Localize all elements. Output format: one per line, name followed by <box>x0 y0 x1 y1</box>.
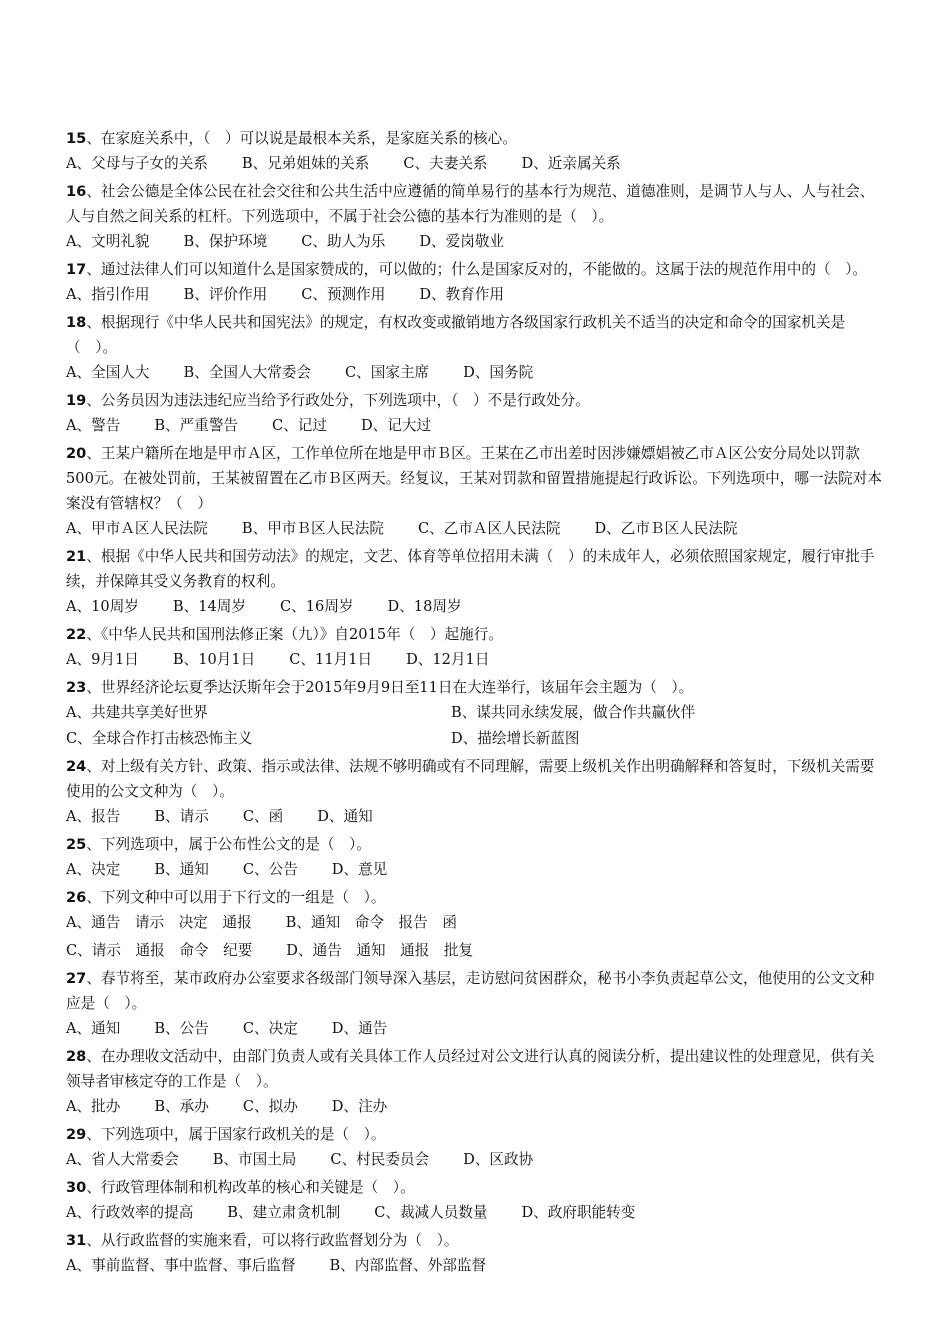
question-30 <box>66 1175 886 1200</box>
option-c: C、预测作用 <box>301 286 386 303</box>
question-text: 、从行政监督的实施来看，可以将行政监督划分为（ ）。 <box>86 1232 459 1249</box>
options-24 <box>66 804 886 830</box>
question-22 <box>66 622 886 647</box>
option-a: A、文明礼貌 <box>66 233 150 250</box>
option-d: D、爱岗敬业 <box>419 233 505 250</box>
option-b: B、通知 <box>154 861 209 878</box>
question-text: 、社会公德是全体公民在社会交往和公共生活中应遵循的简单易行的基本行为规范、道德准则，是调节人与人、人与社会、人与自然之间关系的杠杆。下列选项中，不属于社会公德的基本行为准则的是（ ）。 <box>66 183 875 225</box>
options-23 <box>66 700 886 752</box>
question-24 <box>66 754 886 804</box>
option-a: A、报告 <box>66 808 121 825</box>
question-number: 18 <box>66 314 87 331</box>
option-c: C、决定 <box>242 1020 298 1037</box>
option-b: B、严重警告 <box>154 417 239 434</box>
option-a: A、省人大常委会 <box>66 1151 179 1168</box>
option-c: C、16周岁 <box>279 598 354 615</box>
option-c: C、记过 <box>272 417 327 434</box>
option-c: C、函 <box>242 808 284 825</box>
question-number: 29 <box>66 1126 87 1143</box>
question-text: 、下列选项中，属于公布性公文的是（ ）。 <box>86 836 371 853</box>
option-d: D、通告 <box>331 1020 388 1037</box>
option-d: D、18周岁 <box>387 598 462 615</box>
option-a: A、决定 <box>66 861 121 878</box>
option-a: A、全国人大 <box>66 364 150 381</box>
option-d: D、国务院 <box>463 364 534 381</box>
question-text: 、在家庭关系中，（ ）可以说是最根本关系，是家庭关系的核心。 <box>86 130 517 147</box>
question-29 <box>66 1122 886 1147</box>
option-b: B、10月1日 <box>172 651 256 668</box>
question-number: 20 <box>66 445 87 462</box>
option-b: B、保护环境 <box>183 233 268 250</box>
option-d: D、注办 <box>331 1098 388 1115</box>
options-25 <box>66 857 886 883</box>
question-number: 28 <box>66 1048 87 1065</box>
option-c: C、公告 <box>242 861 298 878</box>
options-18 <box>66 360 886 386</box>
question-number: 17 <box>66 261 87 278</box>
question-text: 、行政管理体制和机构改革的核心和关键是（ ）。 <box>86 1179 415 1196</box>
option-c: C、国家主席 <box>345 364 430 381</box>
question-number: 27 <box>66 970 87 987</box>
question-26 <box>66 885 886 910</box>
option-c: C、请示 通报 命令 纪要 <box>66 942 253 959</box>
option-b: B、评价作用 <box>183 286 268 303</box>
question-18 <box>66 310 886 360</box>
option-a: A、9月1日 <box>66 651 139 668</box>
question-20 <box>66 441 886 516</box>
question-text: 、通过法律人们可以知道什么是国家赞成的，可以做的；什么是国家反对的，不能做的。这属于法的规范作用中的（ ）。 <box>86 261 868 278</box>
option-a: A、通知 <box>66 1020 121 1037</box>
option-a: A、指引作用 <box>66 286 150 303</box>
option-a: A、批办 <box>66 1098 121 1115</box>
option-d: D、12月1日 <box>406 651 490 668</box>
option-c: C、全球合作打击核恐怖主义 <box>66 730 253 747</box>
question-text: 、公务员因为违法违纪应当给予行政处分，下列选项中，（ ）不是行政处分。 <box>86 392 590 409</box>
question-number: 21 <box>66 548 87 565</box>
option-a: A、父母与子女的关系 <box>66 155 208 172</box>
question-28 <box>66 1044 886 1094</box>
option-a: A、共建共享美好世界 <box>66 704 208 721</box>
options-19 <box>66 413 886 439</box>
option-b: B、谋共同永续发展，做合作共赢伙伴 <box>451 704 696 721</box>
question-number: 15 <box>66 130 87 147</box>
question-number: 30 <box>66 1179 87 1196</box>
option-c: C、夫妻关系 <box>403 155 488 172</box>
options-29 <box>66 1147 886 1173</box>
options-26-row2 <box>66 938 886 964</box>
question-text: 、在办理收文活动中，由部门负责人或有关具体工作人员经过对公文进行认真的阅读分析，提出建议性的处理意见，供有关领导者审核定夺的工作是（ ）。 <box>66 1048 875 1090</box>
option-a: A、事前监督、事中监督、事后监督 <box>66 1257 296 1274</box>
question-number: 19 <box>66 392 87 409</box>
question-text: 、下列选项中，属于国家行政机关的是（ ）。 <box>86 1126 386 1143</box>
question-number: 31 <box>66 1232 87 1249</box>
option-a: A、警告 <box>66 417 121 434</box>
question-number: 16 <box>66 183 87 200</box>
option-d: D、通知 <box>317 808 373 825</box>
option-a: A、甲市Ａ区人民法院 <box>66 520 208 537</box>
question-text: 、对上级有关方针、政策、指示或法律、法规不够明确或有不同理解，需要上级机关作出明确解释和答复时，下级机关需要使用的公文文种为（ ）。 <box>66 758 875 800</box>
question-16 <box>66 179 886 229</box>
option-d: D、意见 <box>331 861 388 878</box>
option-b: B、公告 <box>154 1020 209 1037</box>
option-a: A、通告 请示 决定 通报 <box>66 914 252 931</box>
question-25 <box>66 832 886 857</box>
options-28 <box>66 1094 886 1120</box>
options-26-row1 <box>66 910 886 936</box>
option-b: B、通知 命令 报告 函 <box>285 914 457 931</box>
option-b: B、兄弟姐妹的关系 <box>241 155 370 172</box>
question-number: 24 <box>66 758 87 775</box>
options-22 <box>66 647 886 673</box>
options-27 <box>66 1016 886 1042</box>
option-b: B、甲市Ｂ区人民法院 <box>241 520 384 537</box>
question-text: 、下列文种中可以用于下行文的一组是（ ）。 <box>86 889 386 906</box>
question-text: 、《中华人民共和国刑法修正案（九）》自2015年（ ）起施行。 <box>86 626 503 643</box>
option-d: D、区政协 <box>463 1151 534 1168</box>
option-b: B、内部监督、外部监督 <box>329 1257 487 1274</box>
option-b: B、请示 <box>154 808 209 825</box>
option-d: D、描绘增长新蓝图 <box>451 730 580 747</box>
exam-page <box>66 126 886 1281</box>
question-23 <box>66 675 886 700</box>
question-text: 、王某户籍所在地是甲市Ａ区，工作单位所在地是甲市Ｂ区。王某在乙市出差时因涉嫌嫖娼被乙市Ａ区公安分局处以罚款500元。在被处罚前，王某被留置在乙市Ｂ区两天。经复议，王某对罚款和留置措施提起行政诉讼。下列选项中，哪一法院对本案没有管辖权？（ ） <box>66 445 882 512</box>
option-a: A、10周岁 <box>66 598 139 615</box>
options-17 <box>66 282 886 308</box>
option-c: C、裁减人员数量 <box>374 1204 488 1221</box>
question-19 <box>66 388 886 413</box>
option-d: D、记大过 <box>360 417 432 434</box>
options-15 <box>66 151 886 177</box>
question-number: 26 <box>66 889 87 906</box>
option-d: D、近亲属关系 <box>521 155 621 172</box>
option-c: C、11月1日 <box>289 651 373 668</box>
option-d: D、乙市Ｂ区人民法院 <box>594 520 738 537</box>
option-b: B、市国土局 <box>212 1151 297 1168</box>
option-d: D、政府职能转变 <box>521 1204 636 1221</box>
option-c: C、助人为乐 <box>301 233 386 250</box>
question-number: 23 <box>66 679 87 696</box>
question-27 <box>66 966 886 1016</box>
question-text: 、世界经济论坛夏季达沃斯年会于2015年9月9日至11日在大连举行，该届年会主题为（ ）。 <box>86 679 694 696</box>
option-c: C、乙市Ａ区人民法院 <box>417 520 561 537</box>
options-20 <box>66 516 886 542</box>
options-30 <box>66 1200 886 1226</box>
option-c: C、村民委员会 <box>330 1151 430 1168</box>
question-number: 22 <box>66 626 87 643</box>
question-text: 、根据现行《中华人民共和国宪法》的规定，有权改变或撤销地方各级国家行政机关不适当的决定和命令的国家机关是（ ）。 <box>66 314 846 356</box>
option-b: B、建立肃贪机制 <box>227 1204 341 1221</box>
option-d: D、通告 通知 通报 批复 <box>286 942 474 959</box>
option-b: B、全国人大常委会 <box>183 364 311 381</box>
option-a: A、行政效率的提高 <box>66 1204 194 1221</box>
question-text: 、根据《中华人民共和国劳动法》的规定，文艺、体育等单位招用未满（ ）的未成年人，必须依照国家规定，履行审批手续，并保障其受义务教育的权利。 <box>66 548 875 590</box>
option-b: B、14周岁 <box>172 598 246 615</box>
question-15 <box>66 126 886 151</box>
question-31 <box>66 1228 886 1253</box>
options-31 <box>66 1253 886 1279</box>
option-c: C、拟办 <box>242 1098 298 1115</box>
option-b: B、承办 <box>154 1098 209 1115</box>
question-number: 25 <box>66 836 87 853</box>
question-21 <box>66 544 886 594</box>
options-21 <box>66 594 886 620</box>
options-16 <box>66 229 886 255</box>
option-d: D、教育作用 <box>419 286 505 303</box>
question-17 <box>66 257 886 282</box>
question-text: 、春节将至，某市政府办公室要求各级部门领导深入基层，走访慰问贫困群众，秘书小李负责起草公文，他使用的公文文种应是（ ）。 <box>66 970 875 1012</box>
